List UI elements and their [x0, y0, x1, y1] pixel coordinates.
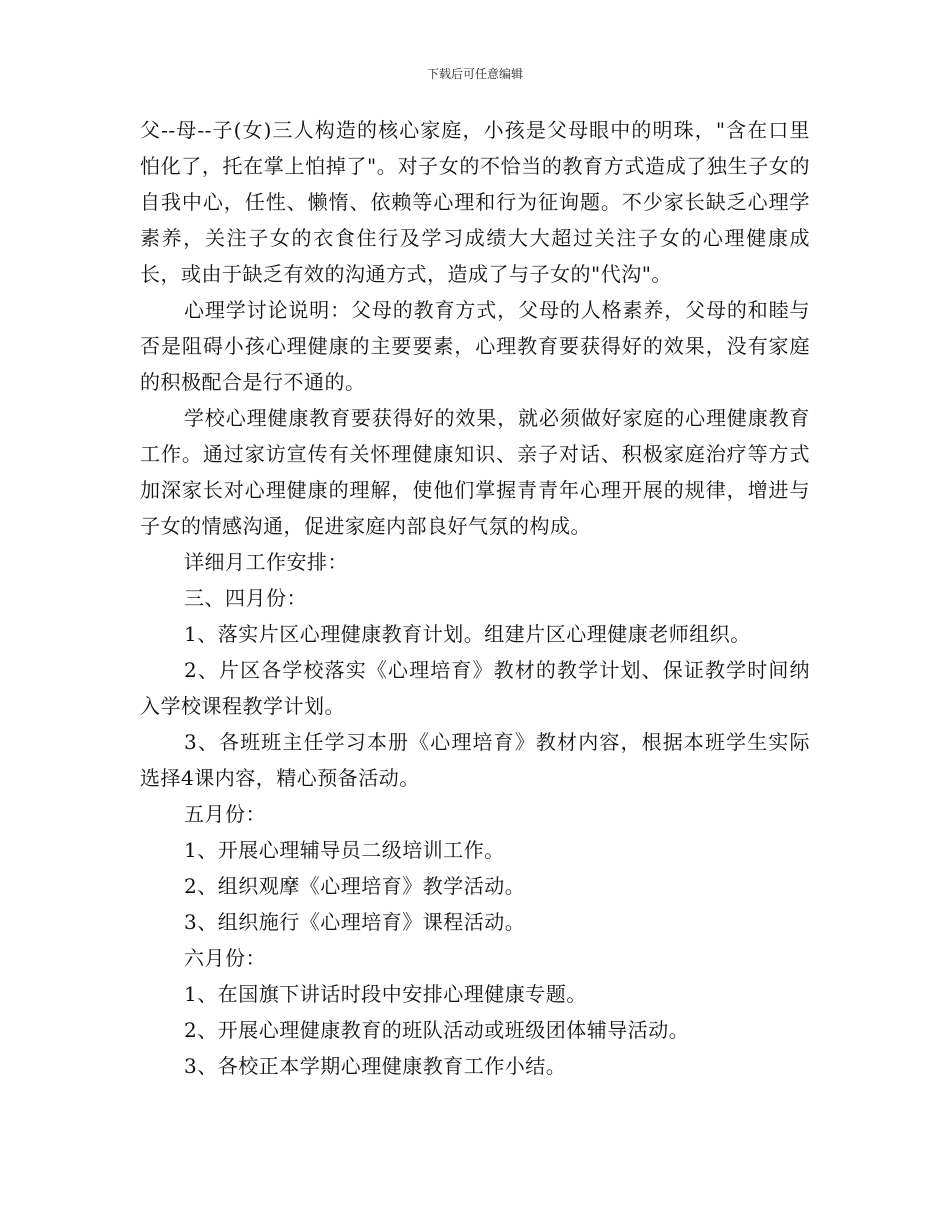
- list-item: 1、落实片区心理健康教育计划。组建片区心理健康老师组织。: [184, 622, 751, 646]
- list-item: 1、开展心理辅导员二级培训工作。: [184, 838, 505, 862]
- schedule-heading: 详细月工作安排：: [184, 550, 348, 574]
- page-header: 下载后可任意编辑: [426, 67, 523, 81]
- month-heading-june: 六月份：: [184, 946, 266, 970]
- document-body: [140, 112, 810, 1084]
- month-heading-may: 五月份：: [184, 802, 266, 826]
- list-item: 3、组织施行《心理培育》课程活动。: [184, 910, 526, 934]
- list-item: 2、片区各学校落实《心理培育》教材的教学计划、保证教学时间纳入学校课程教学计划。: [140, 658, 810, 718]
- list-item: 3、各班班主任学习本册《心理培育》教材内容，根据本班学生实际选择4课内容，精心预备活动。: [140, 730, 810, 790]
- list-item: 1、在国旗下讲话时段中安排心理健康专题。: [184, 982, 587, 1006]
- list-item: 2、组织观摩《心理培育》教学活动。: [184, 874, 526, 898]
- paragraph-school-family-cooperation: 学校心理健康教育要获得好的效果，就必须做好家庭的心理健康教育工作。通过家访宣传有关怀理健康知识、亲子对话、积极家庭治疗等方式加深家长对心理健康的理解，使他们掌握青青年心理开展的规律，增进与子女的情感沟通，促进家庭内部良好气氛的构成。: [140, 406, 810, 538]
- paragraph-family-structure: 父--母--子(女)三人构造的核心家庭，小孩是父母眼中的明珠，"含在口里怕化了，托在掌上怕掉了"。对子女的不恰当的教育方式造成了独生子女的自我中心，任性、懒惰、依赖等心理和行为征询题。不少家长缺乏心理学素养，关注子女的衣食住行及学习成绩大大超过关注子女的心理健康成长，或由于缺乏有效的沟通方式，造成了与子女的"代沟"。: [140, 118, 810, 286]
- paragraph-psychology-research: 心理学讨论说明：父母的教育方式，父母的人格素养，父母的和睦与否是阻碍小孩心理健康的主要要素，心理教育要获得好的效果，没有家庭的积极配合是行不通的。: [140, 298, 810, 394]
- list-item: 3、各校正本学期心理健康教育工作小结。: [184, 1054, 567, 1078]
- list-item: 2、开展心理健康教育的班队活动或班级团体辅导活动。: [184, 1018, 690, 1042]
- month-heading-march-april: 三、四月份：: [184, 586, 307, 610]
